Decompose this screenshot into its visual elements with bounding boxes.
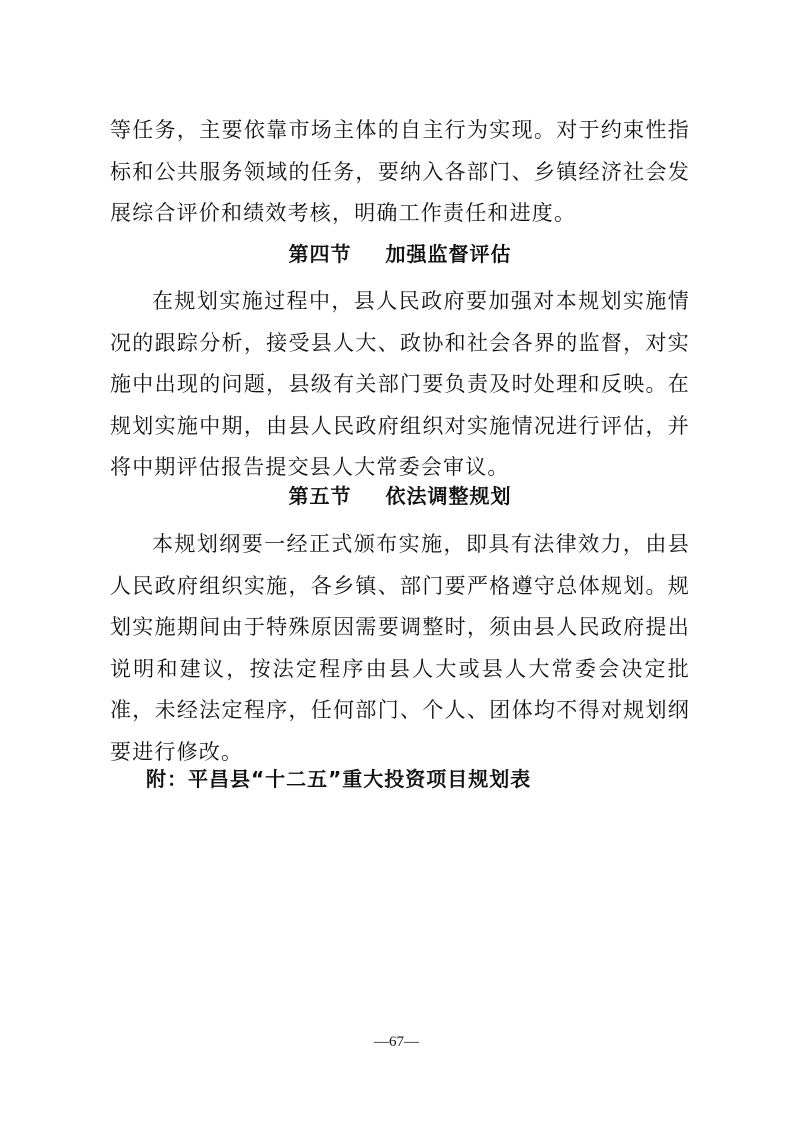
- section-heading-5: [110, 482, 690, 510]
- section-heading-4: [110, 240, 690, 268]
- paragraph-legal-adjustment: 本规划纲要一经正式颁布实施，即具有法律效力，由县人民政府组织实施，各乡镇、部门要严格遵守总体规划。规划实施期间由于特殊原因需要调整时，须由县人民政府提出说明和建议，按法定程序由县人大或县人大常委会决定批准，未经法定程序，任何部门、个人、团体均不得对规划纲要进行修改。: [110, 532, 690, 764]
- section-number: 第五节: [288, 484, 352, 508]
- appendix-title: 附：平昌县“十二五”重大投资项目规划表: [146, 767, 532, 791]
- paragraph-supervision: 在规划实施过程中，县人民政府要加强对本规划实施情况的跟踪分析，接受县人大、政协和社会各界的监督，对实施中出现的问题，县级有关部门要负责及时处理和反映。在规划实施中期，由县人民政府组织对实施情况进行评估，并将中期评估报告提交县人大常委会审议。: [110, 289, 690, 479]
- section-title: 加强监督评估: [385, 242, 512, 266]
- section-title: 依法调整规划: [385, 484, 512, 508]
- paragraph-task-responsibility: 等任务，主要依靠市场主体的自主行为实现。对于约束性指标和公共服务领域的任务，要纳入各部门、乡镇经济社会发展综合评价和绩效考核，明确工作责任和进度。: [110, 118, 690, 225]
- section-number: 第四节: [288, 242, 352, 266]
- page-number: —67—: [374, 1034, 419, 1050]
